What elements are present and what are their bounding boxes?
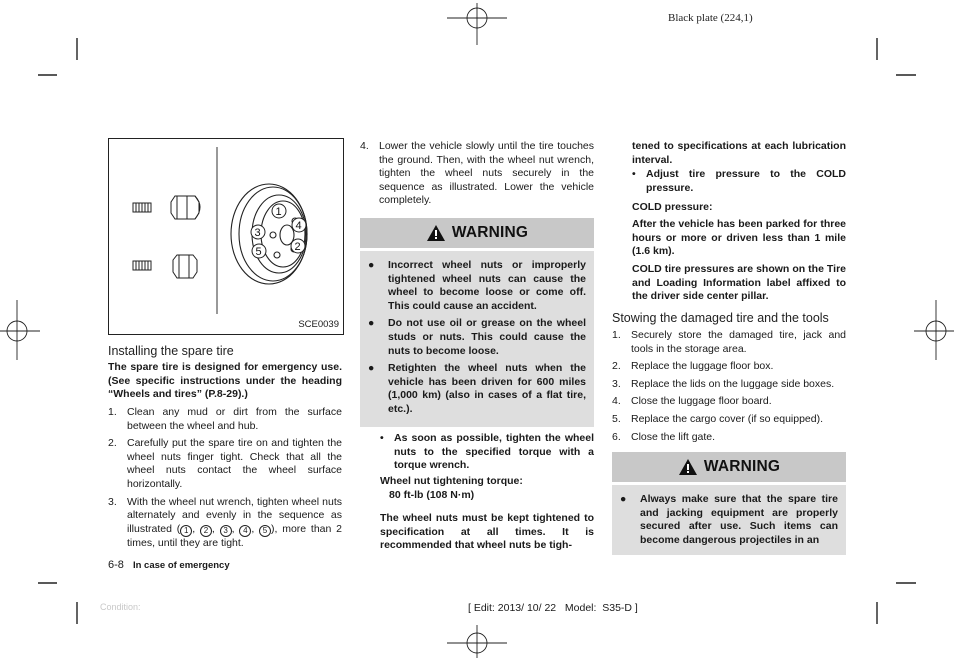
wheel-nut-icon [133, 255, 197, 278]
section-title: Stowing the damaged tire and the tools [612, 311, 829, 325]
cold-pressure-p2: COLD tire pressures are shown on the Tire and Loading Information label affixed to the driver side center pillar. [632, 263, 846, 303]
torque-spec: Wheel nut tightening torque: 80 ft-lb (108 N·m) [380, 475, 523, 501]
pressure-bullet: • Adjust tire pressure to the COLD pressure. [632, 168, 846, 194]
section-title: Installing the spare tire [108, 344, 234, 358]
tire-illustration [108, 138, 344, 335]
spare-wheel-icon [231, 184, 307, 284]
figure-code: SCE0039 [298, 319, 339, 330]
warning-title: WARNING [703, 458, 781, 475]
warning-body [612, 485, 846, 555]
wheel-nut-icon [133, 196, 200, 219]
list-item: ● Always make sure that the spare tire and jacking equipment are properly secured after use. Such items can become dangerous projectiles in an [620, 493, 838, 546]
cold-pressure-label: COLD pressure: [632, 201, 713, 213]
lubrication-note: tened to specifications at each lubrication interval. [632, 140, 846, 166]
warning-body [360, 251, 594, 427]
warning-title: WARNING [451, 224, 529, 241]
list-item: 2. Carefully put the spare tire on and tighten the wheel nuts finger tight. Check that all the wheel nuts contact the wheel surface horizontally. [108, 437, 342, 490]
svg-text:1: 1 [275, 206, 282, 218]
list-item: ● Retighten the wheel nuts when the vehicle has been driven for 600 miles (1,000 km) (also in cases of a flat tire, etc.). [368, 362, 586, 415]
warning-icon [426, 224, 446, 242]
page-footer [108, 559, 230, 571]
plate-label: Black plate (224,1) [668, 12, 753, 24]
svg-text:2: 2 [294, 241, 301, 253]
intro-note: The spare tire is designed for emergency use. (See specific instructions under the heading “Wheels and tires” (P.8-29).) [108, 361, 342, 401]
cold-pressure-p1: After the vehicle has been parked for three hours or more or driven less than 1 mile (1.6 km). [632, 218, 846, 258]
condition-label: Condition: [100, 602, 141, 612]
torque-note: The wheel nuts must be kept tightened to specification at all times. It is recommended that wheel nuts be tigh- [380, 512, 594, 552]
torque-bullet: • As soon as possible, tighten the wheel nuts to the specified torque with a torque wrench. [380, 432, 594, 472]
list-item: 4. Close the luggage floor board. [612, 395, 772, 408]
warning-box [360, 218, 594, 427]
warning-header [360, 218, 594, 248]
section-name: In case of emergency [132, 560, 230, 571]
circled-number: 4 [239, 525, 251, 537]
warning-header [612, 452, 846, 482]
edit-info: [ Edit: 2013/ 10/ 22 Model: S35-D ] [468, 602, 638, 614]
stow-steps [612, 329, 846, 448]
install-steps [108, 406, 342, 554]
list-item: 1. Clean any mud or dirt from the surface between the wheel and hub. [108, 406, 342, 432]
step-4 [360, 140, 594, 212]
svg-text:3: 3 [254, 227, 261, 239]
list-item: ● Do not use oil or grease on the wheel studs or nuts. This could cause the nuts to become loose. [368, 317, 586, 357]
list-item: 6. Close the lift gate. [612, 430, 716, 443]
svg-text:4: 4 [295, 220, 302, 232]
circled-number: 2 [200, 525, 212, 537]
svg-text:5: 5 [255, 246, 262, 258]
wheel-nuts-diagram [109, 139, 343, 334]
list-item: 4. Lower the vehicle slowly until the tire touches the ground. Then, with the wheel nut wrench, tighten the wheel nuts securely in the sequence as illustrated. Lower the vehicle completely. [360, 140, 594, 207]
circled-number: 5 [259, 525, 271, 537]
list-item: 3. Replace the lids on the luggage side boxes. [612, 377, 835, 390]
warning-icon [678, 458, 698, 476]
list-item: 2. Replace the luggage floor box. [612, 360, 774, 373]
list-item: ● Incorrect wheel nuts or improperly tightened wheel nuts can cause the wheel to become loose or come off. This could cause an accident. [368, 259, 586, 312]
page-number: 6-8 [108, 559, 124, 571]
warning-box [612, 452, 846, 555]
list-item: 3. With the wheel nut wrench, tighten wheel nuts alternately and evenly in the sequence as illustrated ( 1 , 2 , 3 , 4 , 5 ), more than 2 times, until they are tight. [108, 495, 342, 549]
list-item: 1. Securely store the damaged tire, jack and tools in the storage area. [612, 329, 846, 355]
list-item: 5. Replace the cargo cover (if so equipped). [612, 412, 824, 425]
circled-number: 1 [180, 525, 192, 537]
circled-number: 3 [220, 525, 232, 537]
